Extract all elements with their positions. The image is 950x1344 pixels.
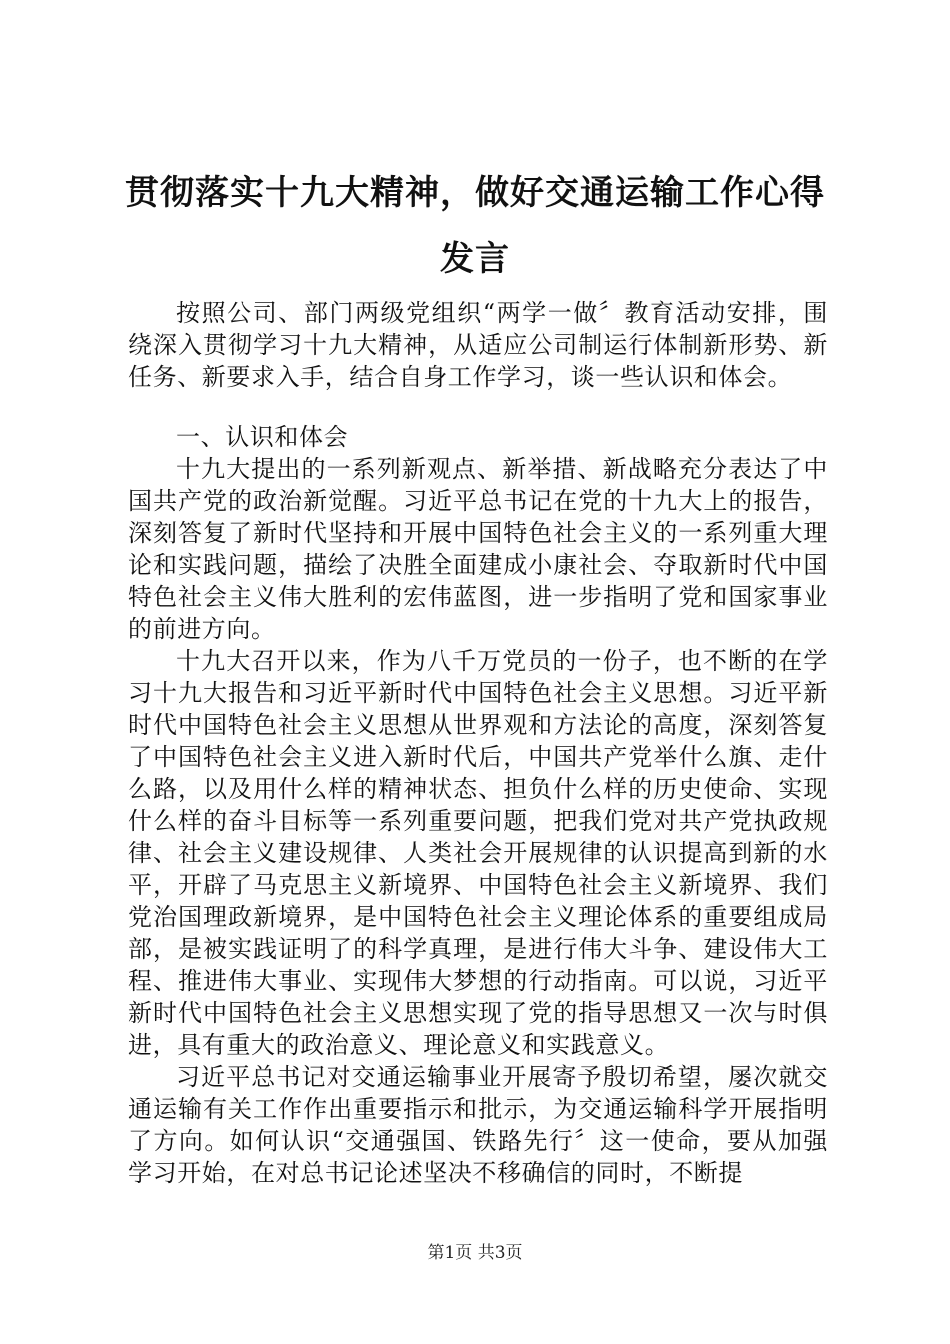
- paragraph-body: 十九大提出的一系列新观点、新举措、新战略充分表达了中国共产党的政治新觉醒。习近平总书记在党的十九大上的报告，深刻答复了新时代坚持和开展中国特色社会主义的一系列重大理论和实践问题，描绘了决胜全面建成小康社会、夺取新时代中国特色社会主义伟大胜利的宏伟蓝图，进一步指明了党和国家事业的前进方向。: [128, 455, 828, 643]
- page-footer: 第1页 共3页: [427, 1243, 523, 1263]
- paragraph-body: 十九大召开以来，作为八千万党员的一份子，也不断的在学习十九大报告和习近平新时代中国特色社会主义思想。习近平新时代中国特色社会主义思想从世界观和方法论的高度，深刻答复了中国特色社会主义进入新时代后，中国共产党举什么旗、走什么路，以及用什么样的精神状态、担负什么样的历史使命、实现什么样的奋斗目标等一系列重要问题，把我们党对共产党执政规律、社会主义建设规律、人类社会开展规律的认识提高到新的水平，开辟了马克思主义新境界、中国特色社会主义新境界、我们党治国理政新境界，是中国特色社会主义理论体系的重要组成局部，是被实践证明了的科学真理，是进行伟大斗争、建设伟大工程、推进伟大事业、实现伟大梦想的行动指南。可以说，习近平新时代中国特色社会主义思想实现了党的指导思想又一次与时俱进，具有重大的政治意义、理论意义和实践意义。: [128, 647, 828, 1059]
- document-body: [128, 297, 828, 1189]
- paragraph-body: 习近平总书记对交通运输事业开展寄予殷切希望，屡次就交通运输有关工作作出重要指示和批示，为交通运输科学开展指明了方向。如何认识“交通强国、铁路先行〞这一使命，要从加强学习开始，在对总书记论述坚决不移确信的同时，不断提: [128, 1063, 828, 1187]
- document-title: 贯彻落实十九大精神，做好交通运输工作心得发言: [125, 173, 825, 279]
- section-heading: 一、认识和体会: [176, 423, 349, 451]
- paragraph-intro: 按照公司、部门两级党组织“两学一做〞教育活动安排，围绕深入贯彻学习十九大精神，从适应公司制运行体制新形势、新任务、新要求入手，结合自身工作学习，谈一些认识和体会。: [128, 299, 828, 391]
